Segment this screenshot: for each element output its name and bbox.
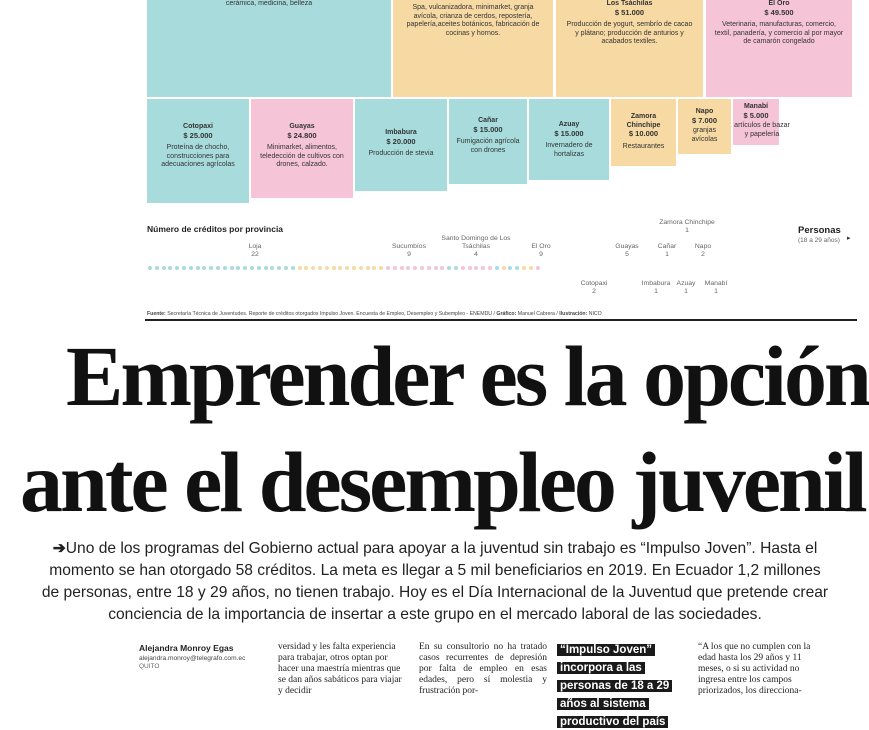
tile-province: Imbabura [385,129,417,136]
tile-los-tsachilas [556,0,703,97]
people-title: Personas [798,225,841,236]
credit-dot [366,266,370,270]
author-name: Alejandra Monroy Egas [139,643,234,653]
tile-province: El Oro [768,0,790,7]
tile-guayas [251,99,353,198]
credit-dot [209,266,213,270]
tile-canar [449,99,527,184]
tile-amount: $ 15.000 [473,124,503,134]
tile-napo [678,99,731,154]
arrow-right-icon: ▸ [847,235,851,242]
credit-dot [447,266,451,270]
tile-azuay [529,99,609,180]
headline-line-2: ante el desempleo juvenil [20,434,865,530]
credit-dot [400,266,404,270]
tile-desc: artículos de bazar y papelería [734,122,790,138]
tile-zamora-chinchipe [611,99,676,166]
tile-desc: Fumigación agrícola con drones [456,138,520,154]
credit-dot [393,266,397,270]
author-block [139,643,264,670]
divider [145,319,857,321]
tile-province: Guayas [289,123,315,130]
credit-label-azuay: Azuay 1 [676,280,696,295]
credit-label-sucumbios: Sucumbíos 9 [391,243,426,258]
lead-paragraph: ➔Uno de los programas del Gobierno actual para apoyar a la juventud sin trabajo es “Impulso Joven”. Hasta el momento se han otorgado 58 créditos. La meta es llegar a 5 mil beneficiarios en 2019. En Ecuador 1,2 millones de personas, entre 18 y 29 años, no tienen trabajo. Hoy es el Día Internacional de la Juventud que pretende crear conciencia de la importancia de insertar a este grupo en el mercado laboral de las sociedades. [41,540,829,623]
tile-desc: Spa, vulcanizadora, minimarket, granja avícola, crianza de cerdos, repostería, papelería,aceites botánicos, fabricación de cocinas y hornos. [406,4,540,37]
tile-desc: Invernadero de hortalizas [545,142,593,158]
credit-dot [223,266,227,270]
tile-amount: $ 20.000 [386,136,416,146]
tile-desc: Producción de stevia [368,150,434,157]
tile-desc: cerámica, medicina, belleza [225,0,313,7]
credit-dot [434,266,438,270]
credit-dot [162,266,166,270]
body-column-2: versidad y les falta experiencia para trabajar, otros optan por hacer una maestría mientras que se dan años sabáticos para viajar y decidir [278,642,402,696]
tile-desc: Producción de yogurt, sembrío de cacao y plátano; producción de anturios y acabados textiles. [566,21,693,45]
people-subtitle: (18 a 29 años) [798,237,840,244]
credit-dot [529,266,533,270]
credit-dot [515,266,519,270]
tile-amount: $ 5.000 [743,110,769,120]
tile-amount: $ 51.000 [614,7,645,17]
tile-desc: Minimarket, alimentos, teledección de cultivos con drones, calzado. [260,144,344,168]
credit-label-santo-domingo: Santo Domingo de Los Tsáchilas 4 [441,235,511,258]
credit-dot [284,266,288,270]
tile-manabi [733,99,790,145]
credit-dot [230,266,234,270]
credit-label-imbabura: Imbabura 1 [641,280,671,295]
credit-dot [440,266,444,270]
credit-dot [175,266,179,270]
credit-dot [386,266,390,270]
body-column-5: “A los que no cumplen con la edad hasta los 29 años y 11 meses, o si su actividad no ingresa entre los campos priorizados, los direcciona- [698,642,811,696]
tile-cotopaxi [147,99,249,203]
credit-label-guayas: Guayas 5 [615,243,639,258]
credit-dot [250,266,254,270]
credit-dot [277,266,281,270]
credit-dot [454,266,458,270]
credit-dot [311,266,315,270]
credit-dot [345,266,349,270]
credit-dot [379,266,383,270]
credit-dot [420,266,424,270]
credit-label-loja: Loja 22 [248,243,262,258]
tile-amount: $ 15.000 [554,128,584,138]
credit-label-el-oro: El Oro 9 [531,243,551,258]
tile-amount: $ 49.500 [764,7,794,17]
credit-dot [481,266,485,270]
credit-dot [502,266,506,270]
headline-line-1: Emprender es la opción [66,328,869,424]
credit-dot [202,266,206,270]
credit-dot [413,266,417,270]
tile-imbabura [355,99,447,191]
credit-dot [168,266,172,270]
credit-dot [461,266,465,270]
tile-desc: Proteína de chocho, construcciones para adecuaciones agrícolas [161,144,235,168]
credits-title: Número de créditos por provincia [147,224,284,234]
credit-dot [257,266,261,270]
tile-province: Cañar [478,117,498,124]
body-column-3: En su consultorio no ha tratado casos recurrentes de depresión por falta de empleo en esas edades, pero sí molestia y frustración por- [419,642,547,696]
credit-dot [508,266,512,270]
credit-dot [427,266,431,270]
source-line: Fuente: Secretaría Técnica de Juventudes. Reporte de créditos otorgados Impulso Joven. Encuesta de Empleo, Desempleo y Subempleo - ENEMDU / Gráfico: Manuel Cabrera / Ilustración: NICO [147,311,602,317]
credit-dot [332,266,336,270]
tile-desc: Veterinaria, manufacturas, comercio, textil, panadería, y comercio al por mayor de camarón congelado [714,21,844,45]
credit-dot [298,266,302,270]
credit-dot [522,266,526,270]
tile-province: Azuay [558,121,580,128]
credit-dot [352,266,356,270]
author-city: QUITO [139,663,160,670]
credit-dot [155,266,159,270]
credit-dot [189,266,193,270]
credit-dot [406,266,410,270]
tile-top-2 [393,0,553,97]
credit-dot [264,266,268,270]
credit-label-napo: Napo 2 [694,243,712,258]
credit-dot [474,266,478,270]
author-email[interactable]: alejandra.monroy@telegrafo.com.ec [139,655,246,662]
credit-dot [148,266,152,270]
credit-dot [236,266,240,270]
pull-quote: “Impulso Joven” incorpora a las personas de 18 a 29 años al sistema productivo del país [557,640,675,700]
credit-dot [196,266,200,270]
tile-amount: $ 25.000 [183,130,213,140]
credit-label-canar: Cañar 1 [657,243,677,258]
tile-province: Napo [695,108,714,115]
credit-dot [359,266,363,270]
tile-el-oro [706,0,852,97]
credit-dot [468,266,472,270]
credit-dot [488,266,492,270]
credit-label-cotopaxi: Cotopaxi 2 [580,280,608,295]
credit-dot [495,266,499,270]
credit-dot [304,266,308,270]
credit-dot [243,266,247,270]
credit-dot [270,266,274,270]
tile-desc: Restaurantes [622,142,665,150]
tile-province: Zamora Chinchipe [626,113,661,129]
tile-province: Manabí [743,103,769,110]
tile-amount: $ 24.800 [287,130,317,140]
credit-dot [338,266,342,270]
tile-amount: $ 10.000 [628,129,659,138]
tile-province: Cotopaxi [183,123,213,130]
credit-dot [182,266,186,270]
credit-label-manabi: Manabí 1 [704,280,728,295]
tile-top-1 [147,0,391,97]
credit-dot [536,266,540,270]
credit-label-zamora: Zamora Chinchipe 1 [659,219,715,234]
credit-dot [325,266,329,270]
tile-amount: $ 7.000 [691,115,718,125]
arrow-right-icon: ➔ [52,540,66,557]
tile-desc: granjas avícolas [691,127,718,143]
tile-province: Los Tsáchilas [606,0,653,7]
credit-dot [291,266,295,270]
credit-dot [372,266,376,270]
credit-dot [318,266,322,270]
credit-dot [216,266,220,270]
